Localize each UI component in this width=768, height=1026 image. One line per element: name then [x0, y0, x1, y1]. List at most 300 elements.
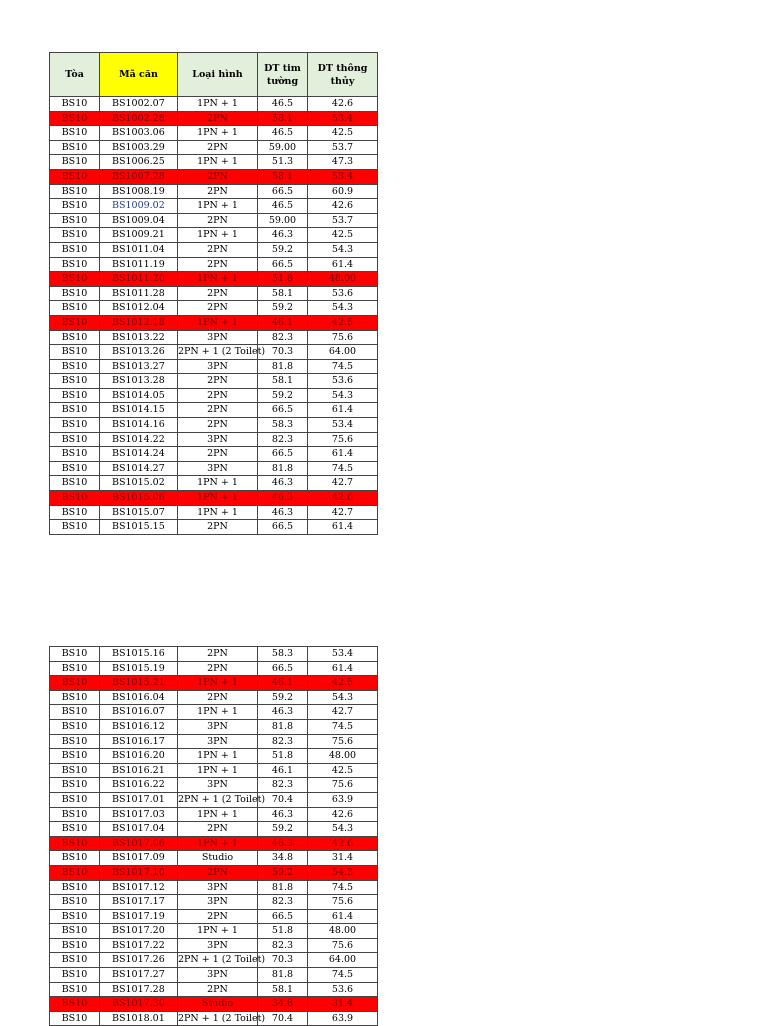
cell-loai-hinh: 1PN + 1: [178, 676, 258, 691]
table-row: [50, 778, 378, 793]
cell-dt-tim-tuong: 66.5: [258, 403, 308, 418]
table-row: [50, 909, 378, 924]
cell-ma-can: BS1016.21: [100, 763, 178, 778]
cell-ma-can: BS1007.28: [100, 169, 178, 184]
cell-dt-thong-thuy: 54.3: [308, 388, 378, 403]
cell-loai-hinh: 1PN + 1: [178, 199, 258, 214]
cell-dt-tim-tuong: 58.1: [258, 982, 308, 997]
cell-loai-hinh: 2PN + 1 (2 Toilet): [178, 953, 258, 968]
cell-ma-can: BS1012.04: [100, 301, 178, 316]
cell-toa: BS10: [50, 895, 100, 910]
cell-toa: BS10: [50, 865, 100, 880]
cell-toa: BS10: [50, 792, 100, 807]
cell-dt-tim-tuong: 70.3: [258, 953, 308, 968]
cell-toa: BS10: [50, 734, 100, 749]
cell-toa: BS10: [50, 461, 100, 476]
cell-dt-tim-tuong: 46.1: [258, 315, 308, 330]
cell-dt-thong-thuy: 63.9: [308, 1011, 378, 1026]
table-row: [50, 505, 378, 520]
cell-loai-hinh: 1PN + 1: [178, 228, 258, 243]
cell-loai-hinh: 1PN + 1: [178, 807, 258, 822]
cell-dt-thong-thuy: 54.3: [308, 822, 378, 837]
cell-dt-thong-thuy: 53.4: [308, 169, 378, 184]
cell-ma-can: BS1017.27: [100, 968, 178, 983]
header-loai-hinh: Loại hình: [178, 53, 258, 97]
table-row: [50, 388, 378, 403]
table-row: [50, 851, 378, 866]
cell-dt-thong-thuy: 63.9: [308, 792, 378, 807]
cell-loai-hinh: 3PN: [178, 461, 258, 476]
cell-dt-thong-thuy: 54.3: [308, 865, 378, 880]
cell-loai-hinh: 3PN: [178, 778, 258, 793]
cell-loai-hinh: 2PN: [178, 286, 258, 301]
table-row: [50, 924, 378, 939]
cell-toa: BS10: [50, 272, 100, 287]
cell-ma-can: BS1014.22: [100, 432, 178, 447]
cell-ma-can: BS1014.16: [100, 418, 178, 433]
cell-dt-tim-tuong: 58.1: [258, 286, 308, 301]
header-ma-can: Mã căn: [100, 53, 178, 97]
cell-dt-tim-tuong: 46.3: [258, 228, 308, 243]
cell-ma-can: BS1017.04: [100, 822, 178, 837]
cell-dt-thong-thuy: 42.6: [308, 807, 378, 822]
table-row: [50, 705, 378, 720]
cell-dt-thong-thuy: 42.7: [308, 476, 378, 491]
cell-toa: BS10: [50, 997, 100, 1012]
cell-toa: BS10: [50, 836, 100, 851]
cell-dt-tim-tuong: 46.5: [258, 126, 308, 141]
cell-toa: BS10: [50, 938, 100, 953]
cell-dt-tim-tuong: 58.3: [258, 418, 308, 433]
cell-dt-tim-tuong: 66.5: [258, 257, 308, 272]
cell-ma-can: BS1013.22: [100, 330, 178, 345]
cell-dt-thong-thuy: 53.7: [308, 213, 378, 228]
cell-loai-hinh: 1PN + 1: [178, 315, 258, 330]
cell-dt-tim-tuong: 46.5: [258, 199, 308, 214]
cell-ma-can: BS1017.03: [100, 807, 178, 822]
unit-table-2: [49, 646, 378, 1026]
cell-dt-thong-thuy: 48.00: [308, 924, 378, 939]
table-row: [50, 953, 378, 968]
cell-loai-hinh: 1PN + 1: [178, 272, 258, 287]
cell-loai-hinh: 2PN + 1 (2 Toilet): [178, 792, 258, 807]
cell-ma-can: BS1018.01: [100, 1011, 178, 1026]
table-row-highlighted: [50, 676, 378, 691]
cell-loai-hinh: 2PN + 1 (2 Toilet): [178, 1011, 258, 1026]
cell-dt-tim-tuong: 70.3: [258, 345, 308, 360]
cell-ma-can: BS1014.27: [100, 461, 178, 476]
cell-loai-hinh: 2PN: [178, 140, 258, 155]
header-row: [50, 53, 378, 97]
cell-ma-can: BS1016.07: [100, 705, 178, 720]
cell-dt-thong-thuy: 74.5: [308, 359, 378, 374]
table-row: [50, 763, 378, 778]
table-row: [50, 286, 378, 301]
cell-loai-hinh: 2PN: [178, 301, 258, 316]
cell-toa: BS10: [50, 719, 100, 734]
cell-toa: BS10: [50, 257, 100, 272]
cell-ma-can: BS1011.20: [100, 272, 178, 287]
cell-ma-can: BS1017.28: [100, 982, 178, 997]
cell-toa: BS10: [50, 661, 100, 676]
table-row: [50, 97, 378, 112]
cell-ma-can: BS1012.18: [100, 315, 178, 330]
cell-dt-tim-tuong: 82.3: [258, 734, 308, 749]
cell-dt-tim-tuong: 34.8: [258, 851, 308, 866]
cell-toa: BS10: [50, 345, 100, 360]
cell-toa: BS10: [50, 676, 100, 691]
unit-table-1: [49, 52, 378, 535]
cell-dt-tim-tuong: 82.3: [258, 330, 308, 345]
cell-ma-can: BS1015.21: [100, 676, 178, 691]
cell-dt-thong-thuy: 61.4: [308, 909, 378, 924]
cell-loai-hinh: 3PN: [178, 359, 258, 374]
cell-loai-hinh: 1PN + 1: [178, 476, 258, 491]
cell-ma-can: BS1016.17: [100, 734, 178, 749]
cell-dt-thong-thuy: 64.00: [308, 345, 378, 360]
cell-dt-tim-tuong: 81.8: [258, 359, 308, 374]
cell-dt-thong-thuy: 74.5: [308, 461, 378, 476]
header-dt-thong-thuy: DT thông thủy: [308, 53, 378, 97]
cell-dt-tim-tuong: 66.5: [258, 184, 308, 199]
cell-dt-tim-tuong: 46.5: [258, 97, 308, 112]
cell-loai-hinh: 2PN: [178, 111, 258, 126]
cell-toa: BS10: [50, 924, 100, 939]
cell-ma-can: BS1017.10: [100, 865, 178, 880]
cell-dt-tim-tuong: 66.5: [258, 447, 308, 462]
table-row: [50, 749, 378, 764]
cell-dt-thong-thuy: 42.7: [308, 705, 378, 720]
cell-toa: BS10: [50, 286, 100, 301]
cell-dt-tim-tuong: 59.2: [258, 865, 308, 880]
cell-dt-thong-thuy: 48.00: [308, 272, 378, 287]
cell-dt-tim-tuong: 46.3: [258, 807, 308, 822]
cell-dt-thong-thuy: 74.5: [308, 968, 378, 983]
cell-dt-tim-tuong: 59.2: [258, 822, 308, 837]
cell-dt-tim-tuong: 46.3: [258, 505, 308, 520]
table-row: [50, 184, 378, 199]
cell-loai-hinh: 2PN: [178, 647, 258, 662]
table-row: [50, 199, 378, 214]
cell-dt-thong-thuy: 47.3: [308, 155, 378, 170]
cell-ma-can: BS1016.20: [100, 749, 178, 764]
cell-dt-thong-thuy: 53.6: [308, 982, 378, 997]
cell-dt-tim-tuong: 51.8: [258, 272, 308, 287]
table-row: [50, 520, 378, 535]
table-row: [50, 719, 378, 734]
table-row: [50, 647, 378, 662]
cell-dt-tim-tuong: 46.3: [258, 836, 308, 851]
cell-dt-tim-tuong: 59.2: [258, 690, 308, 705]
cell-dt-thong-thuy: 60.9: [308, 184, 378, 199]
cell-ma-can: BS1015.16: [100, 647, 178, 662]
cell-loai-hinh: 2PN: [178, 690, 258, 705]
cell-toa: BS10: [50, 491, 100, 506]
cell-dt-thong-thuy: 75.6: [308, 938, 378, 953]
cell-dt-tim-tuong: 81.8: [258, 719, 308, 734]
table-row: [50, 228, 378, 243]
cell-toa: BS10: [50, 359, 100, 374]
cell-toa: BS10: [50, 749, 100, 764]
cell-dt-tim-tuong: 46.1: [258, 763, 308, 778]
table-row: [50, 447, 378, 462]
table-row: [50, 476, 378, 491]
cell-dt-thong-thuy: 31.4: [308, 997, 378, 1012]
cell-loai-hinh: 2PN: [178, 213, 258, 228]
cell-toa: BS10: [50, 880, 100, 895]
table-row-highlighted: [50, 169, 378, 184]
cell-dt-tim-tuong: 59.2: [258, 301, 308, 316]
cell-ma-can: BS1017.17: [100, 895, 178, 910]
cell-toa: BS10: [50, 690, 100, 705]
cell-ma-can: BS1014.24: [100, 447, 178, 462]
cell-toa: BS10: [50, 155, 100, 170]
cell-dt-thong-thuy: 42.6: [308, 836, 378, 851]
cell-ma-can: BS1016.12: [100, 719, 178, 734]
cell-toa: BS10: [50, 184, 100, 199]
cell-toa: BS10: [50, 909, 100, 924]
cell-dt-tim-tuong: 46.3: [258, 491, 308, 506]
cell-ma-can: BS1009.21: [100, 228, 178, 243]
cell-toa: BS10: [50, 301, 100, 316]
cell-dt-tim-tuong: 82.3: [258, 938, 308, 953]
cell-ma-can: BS1017.12: [100, 880, 178, 895]
cell-loai-hinh: 3PN: [178, 734, 258, 749]
cell-toa: BS10: [50, 111, 100, 126]
cell-dt-thong-thuy: 42.6: [308, 491, 378, 506]
cell-loai-hinh: 2PN: [178, 374, 258, 389]
cell-dt-thong-thuy: 61.4: [308, 403, 378, 418]
table-row: [50, 982, 378, 997]
cell-dt-tim-tuong: 81.8: [258, 880, 308, 895]
cell-toa: BS10: [50, 432, 100, 447]
cell-toa: BS10: [50, 213, 100, 228]
cell-ma-can: BS1011.28: [100, 286, 178, 301]
cell-loai-hinh: Studio: [178, 997, 258, 1012]
cell-ma-can: BS1015.19: [100, 661, 178, 676]
cell-dt-tim-tuong: 70.4: [258, 1011, 308, 1026]
cell-loai-hinh: 2PN: [178, 822, 258, 837]
cell-toa: BS10: [50, 388, 100, 403]
header-dt-tim-tuong: DT tim tường: [258, 53, 308, 97]
cell-loai-hinh: 1PN + 1: [178, 97, 258, 112]
cell-dt-thong-thuy: 53.4: [308, 111, 378, 126]
cell-loai-hinh: Studio: [178, 851, 258, 866]
cell-loai-hinh: 2PN: [178, 865, 258, 880]
table-row: [50, 968, 378, 983]
cell-ma-can: BS1017.09: [100, 851, 178, 866]
table-row: [50, 895, 378, 910]
table-row: [50, 345, 378, 360]
cell-dt-tim-tuong: 66.5: [258, 520, 308, 535]
cell-dt-thong-thuy: 61.4: [308, 257, 378, 272]
cell-ma-can: BS1006.25: [100, 155, 178, 170]
cell-toa: BS10: [50, 822, 100, 837]
cell-loai-hinh: 1PN + 1: [178, 836, 258, 851]
table-row: [50, 242, 378, 257]
cell-toa: BS10: [50, 199, 100, 214]
table-row: [50, 126, 378, 141]
cell-ma-can: BS1015.02: [100, 476, 178, 491]
cell-loai-hinh: 1PN + 1: [178, 505, 258, 520]
cell-dt-thong-thuy: 75.6: [308, 778, 378, 793]
cell-loai-hinh: 2PN: [178, 403, 258, 418]
cell-dt-thong-thuy: 74.5: [308, 880, 378, 895]
cell-dt-thong-thuy: 48.00: [308, 749, 378, 764]
cell-dt-tim-tuong: 81.8: [258, 461, 308, 476]
cell-dt-thong-thuy: 53.4: [308, 418, 378, 433]
cell-loai-hinh: 3PN: [178, 719, 258, 734]
cell-dt-tim-tuong: 66.5: [258, 909, 308, 924]
table-row: [50, 359, 378, 374]
cell-ma-can: BS1011.04: [100, 242, 178, 257]
cell-loai-hinh: 2PN: [178, 169, 258, 184]
cell-ma-can: BS1017.30: [100, 997, 178, 1012]
cell-ma-can: BS1017.22: [100, 938, 178, 953]
cell-dt-thong-thuy: 42.5: [308, 763, 378, 778]
cell-dt-thong-thuy: 42.5: [308, 228, 378, 243]
cell-loai-hinh: 2PN + 1 (2 Toilet): [178, 345, 258, 360]
cell-loai-hinh: 2PN: [178, 447, 258, 462]
cell-loai-hinh: 2PN: [178, 242, 258, 257]
cell-toa: BS10: [50, 140, 100, 155]
cell-ma-can: BS1009.02: [100, 199, 178, 214]
cell-loai-hinh: 1PN + 1: [178, 749, 258, 764]
cell-dt-tim-tuong: 82.3: [258, 432, 308, 447]
cell-ma-can: BS1016.22: [100, 778, 178, 793]
table-row: [50, 734, 378, 749]
cell-dt-tim-tuong: 59.2: [258, 242, 308, 257]
cell-toa: BS10: [50, 982, 100, 997]
cell-toa: BS10: [50, 968, 100, 983]
cell-ma-can: BS1002.28: [100, 111, 178, 126]
cell-dt-thong-thuy: 53.6: [308, 374, 378, 389]
cell-dt-thong-thuy: 75.6: [308, 734, 378, 749]
cell-toa: BS10: [50, 169, 100, 184]
cell-dt-thong-thuy: 61.4: [308, 661, 378, 676]
cell-toa: BS10: [50, 228, 100, 243]
cell-dt-tim-tuong: 58.1: [258, 374, 308, 389]
cell-ma-can: BS1003.29: [100, 140, 178, 155]
cell-dt-tim-tuong: 51.8: [258, 924, 308, 939]
table-row-highlighted: [50, 865, 378, 880]
table-row: [50, 792, 378, 807]
cell-ma-can: BS1017.20: [100, 924, 178, 939]
cell-toa: BS10: [50, 763, 100, 778]
cell-dt-tim-tuong: 46.3: [258, 705, 308, 720]
cell-loai-hinh: 2PN: [178, 388, 258, 403]
cell-ma-can: BS1017.06: [100, 836, 178, 851]
cell-toa: BS10: [50, 418, 100, 433]
cell-loai-hinh: 1PN + 1: [178, 763, 258, 778]
cell-dt-tim-tuong: 81.8: [258, 968, 308, 983]
table-row-highlighted: [50, 315, 378, 330]
cell-dt-tim-tuong: 59.00: [258, 140, 308, 155]
cell-loai-hinh: 1PN + 1: [178, 705, 258, 720]
cell-ma-can: BS1011.19: [100, 257, 178, 272]
cell-dt-thong-thuy: 61.4: [308, 520, 378, 535]
cell-toa: BS10: [50, 520, 100, 535]
cell-dt-tim-tuong: 34.8: [258, 997, 308, 1012]
cell-dt-thong-thuy: 75.6: [308, 895, 378, 910]
cell-loai-hinh: 1PN + 1: [178, 924, 258, 939]
cell-ma-can: BS1003.06: [100, 126, 178, 141]
cell-toa: BS10: [50, 242, 100, 257]
cell-dt-thong-thuy: 64.00: [308, 953, 378, 968]
cell-dt-thong-thuy: 31.4: [308, 851, 378, 866]
table-row: [50, 690, 378, 705]
table-row-highlighted: [50, 997, 378, 1012]
table-row: [50, 213, 378, 228]
cell-ma-can: BS1014.15: [100, 403, 178, 418]
cell-loai-hinh: 3PN: [178, 938, 258, 953]
table-row: [50, 880, 378, 895]
table-row: [50, 257, 378, 272]
table-row: [50, 807, 378, 822]
cell-dt-tim-tuong: 59.00: [258, 213, 308, 228]
table-row-highlighted: [50, 491, 378, 506]
cell-dt-thong-thuy: 54.3: [308, 242, 378, 257]
cell-dt-tim-tuong: 58.1: [258, 111, 308, 126]
cell-dt-thong-thuy: 74.5: [308, 719, 378, 734]
cell-dt-thong-thuy: 61.4: [308, 447, 378, 462]
cell-loai-hinh: 2PN: [178, 661, 258, 676]
cell-ma-can: BS1013.28: [100, 374, 178, 389]
cell-dt-tim-tuong: 59.2: [258, 388, 308, 403]
cell-dt-tim-tuong: 82.3: [258, 895, 308, 910]
cell-loai-hinh: 3PN: [178, 968, 258, 983]
cell-dt-tim-tuong: 46.3: [258, 476, 308, 491]
cell-dt-tim-tuong: 58.1: [258, 169, 308, 184]
cell-dt-thong-thuy: 42.6: [308, 97, 378, 112]
cell-ma-can: BS1017.19: [100, 909, 178, 924]
table-row: [50, 938, 378, 953]
table-row: [50, 330, 378, 345]
cell-ma-can: BS1008.19: [100, 184, 178, 199]
cell-loai-hinh: 2PN: [178, 909, 258, 924]
cell-dt-thong-thuy: 54.3: [308, 301, 378, 316]
table-row: [50, 822, 378, 837]
table-row: [50, 461, 378, 476]
table-row: [50, 301, 378, 316]
cell-dt-tim-tuong: 66.5: [258, 661, 308, 676]
cell-ma-can: BS1015.15: [100, 520, 178, 535]
cell-loai-hinh: 2PN: [178, 982, 258, 997]
table-row: [50, 374, 378, 389]
cell-dt-thong-thuy: 42.5: [308, 676, 378, 691]
cell-loai-hinh: 2PN: [178, 520, 258, 535]
cell-toa: BS10: [50, 97, 100, 112]
cell-loai-hinh: 3PN: [178, 880, 258, 895]
table-row: [50, 661, 378, 676]
table-row: [50, 155, 378, 170]
cell-dt-thong-thuy: 75.6: [308, 330, 378, 345]
table-row: [50, 403, 378, 418]
cell-toa: BS10: [50, 953, 100, 968]
cell-toa: BS10: [50, 778, 100, 793]
cell-dt-thong-thuy: 54.3: [308, 690, 378, 705]
cell-ma-can: BS1017.01: [100, 792, 178, 807]
cell-toa: BS10: [50, 403, 100, 418]
table-row-highlighted: [50, 836, 378, 851]
cell-dt-thong-thuy: 42.6: [308, 199, 378, 214]
cell-dt-thong-thuy: 42.5: [308, 126, 378, 141]
cell-ma-can: BS1015.06: [100, 491, 178, 506]
cell-ma-can: BS1017.26: [100, 953, 178, 968]
cell-toa: BS10: [50, 476, 100, 491]
cell-dt-thong-thuy: 53.6: [308, 286, 378, 301]
cell-ma-can: BS1014.05: [100, 388, 178, 403]
